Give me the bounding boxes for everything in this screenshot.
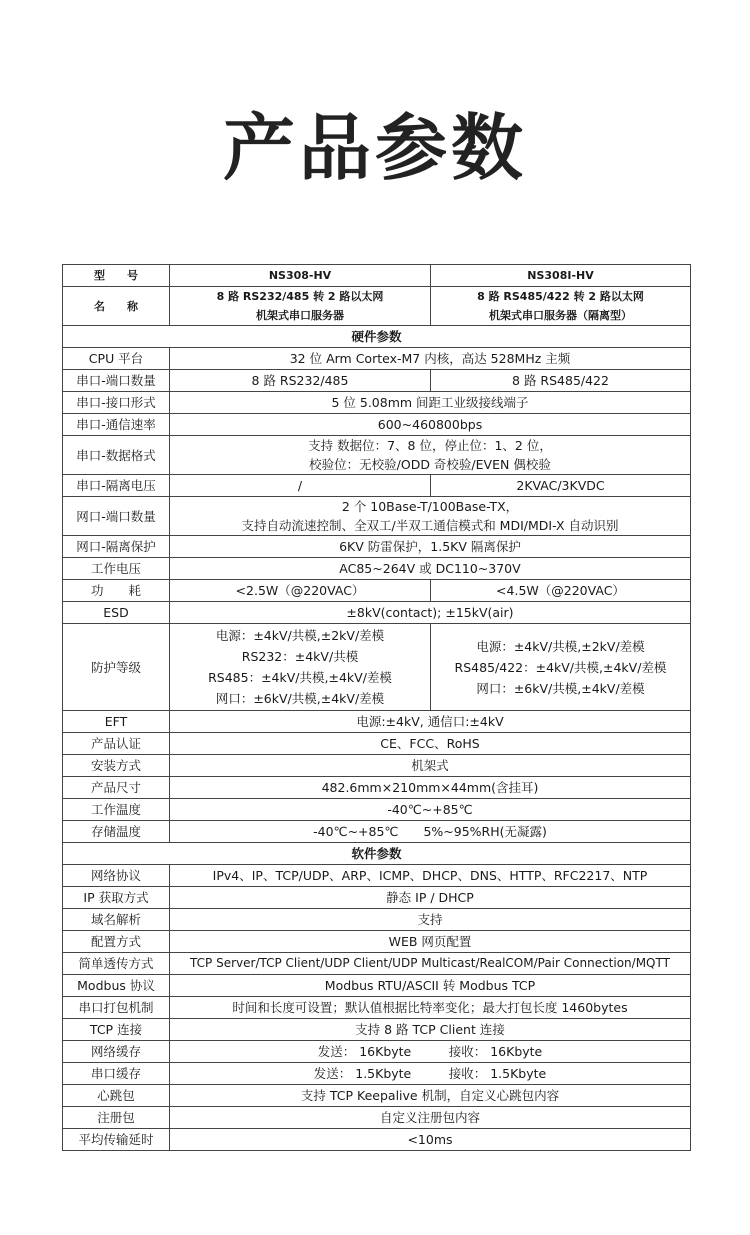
section-title: 软件参数 (63, 843, 691, 865)
row-value: 自定义注册包内容 (170, 1107, 691, 1129)
row-value-b: <4.5W（@220VAC） (431, 580, 691, 602)
table-row (63, 799, 691, 821)
row-value-a (170, 624, 431, 711)
row-value: 5 位 5.08mm 间距工业级接线端子 (170, 392, 691, 414)
row-label: 串口-隔离电压 (63, 475, 170, 497)
row-value: 600~460800bps (170, 414, 691, 436)
table-row (63, 1129, 691, 1151)
table-row (63, 975, 691, 997)
row-label: EFT (63, 711, 170, 733)
value-line: 电源：±4kV/共模,±2kV/差模 (476, 638, 645, 654)
value-line: 校验位：无校验/ODD 奇校验/EVEN 偶校验 (309, 457, 551, 472)
row-value (170, 436, 691, 475)
table-row (63, 558, 691, 580)
row-label: TCP 连接 (63, 1019, 170, 1041)
name-b (431, 287, 691, 326)
name-label: 名 称 (63, 287, 170, 326)
table-row (63, 711, 691, 733)
section-hardware (63, 326, 691, 348)
row-value: TCP Server/TCP Client/UDP Client/UDP Multicast/RealCOM/Pair Connection/MQTT (170, 953, 691, 975)
row-label: 串口缓存 (63, 1063, 170, 1085)
row-value-b: 8 路 RS485/422 (431, 370, 691, 392)
row-value: 发送： 1.5Kbyte 接收： 1.5Kbyte (170, 1063, 691, 1085)
table-row (63, 887, 691, 909)
row-value: -40℃~+85℃ 5%~95%RH(无凝露) (170, 821, 691, 843)
row-label: 串口-接口形式 (63, 392, 170, 414)
row-value: -40℃~+85℃ (170, 799, 691, 821)
value-line: 电源：±4kV/共模,±2kV/差模 (215, 628, 385, 643)
value-line: 支持 数据位：7、8 位，停止位：1、2 位， (308, 438, 552, 453)
table-row (63, 392, 691, 414)
table-row (63, 865, 691, 887)
row-label: 网络协议 (63, 865, 170, 887)
table-row (63, 602, 691, 624)
row-label: 工作温度 (63, 799, 170, 821)
table-row (63, 436, 691, 475)
table-row-model (63, 265, 691, 287)
row-value: AC85~264V 或 DC110~370V (170, 558, 691, 580)
row-value: ±8kV(contact); ±15kV(air) (170, 602, 691, 624)
row-value: Modbus RTU/ASCII 转 Modbus TCP (170, 975, 691, 997)
row-value: CE、FCC、RoHS (170, 733, 691, 755)
table-row (63, 1085, 691, 1107)
row-value: 机架式 (170, 755, 691, 777)
table-row (63, 580, 691, 602)
row-label: CPU 平台 (63, 348, 170, 370)
row-value-b: 2KVAC/3KVDC (431, 475, 691, 497)
row-value-a: <2.5W（@220VAC） (170, 580, 431, 602)
value-line: 支持自动流速控制、全双工/半双工通信模式和 MDI/MDI-X 自动识别 (241, 518, 619, 533)
row-label: 平均传输延时 (63, 1129, 170, 1151)
row-value: 时间和长度可设置；默认值根据比特率变化；最大打包长度 1460bytes (170, 997, 691, 1019)
row-label: 简单透传方式 (63, 953, 170, 975)
table-row (63, 1019, 691, 1041)
row-label: 注册包 (63, 1107, 170, 1129)
row-label: 串口-通信速率 (63, 414, 170, 436)
row-label: 配置方式 (63, 931, 170, 953)
row-value (170, 497, 691, 536)
row-value: <10ms (170, 1129, 691, 1151)
row-label: 存储温度 (63, 821, 170, 843)
table-row (63, 733, 691, 755)
table-row (63, 536, 691, 558)
name-a (170, 287, 431, 326)
row-label: 串口-端口数量 (63, 370, 170, 392)
value-line: RS485：±4kV/共模,±4kV/差模 (208, 670, 392, 685)
table-row (63, 1063, 691, 1085)
row-label: 域名解析 (63, 909, 170, 931)
name-a-line: 8 路 RS232/485 转 2 路以太网 (216, 290, 384, 303)
table-row (63, 624, 691, 711)
row-label: 心跳包 (63, 1085, 170, 1107)
row-label: Modbus 协议 (63, 975, 170, 997)
row-label: 串口打包机制 (63, 997, 170, 1019)
row-label: 网络缓存 (63, 1041, 170, 1063)
model-label: 型 号 (63, 265, 170, 287)
table-row (63, 475, 691, 497)
row-label: 产品尺寸 (63, 777, 170, 799)
table-row-name (63, 287, 691, 326)
value-line: 网口：±6kV/共模,±4kV/差模 (476, 680, 645, 696)
row-value: IPv4、IP、TCP/UDP、ARP、ICMP、DHCP、DNS、HTTP、RFC2217、NTP (170, 865, 691, 887)
row-value: WEB 网页配置 (170, 931, 691, 953)
value-line: 2 个 10Base-T/100Base-TX， (341, 499, 519, 514)
row-value: 静态 IP / DHCP (170, 887, 691, 909)
row-value: 支持 8 路 TCP Client 连接 (170, 1019, 691, 1041)
table-row (63, 909, 691, 931)
value-line: RS232：±4kV/共模 (241, 649, 359, 664)
value-line: 网口：±6kV/共模,±4kV/差模 (215, 691, 385, 706)
row-label: 安装方式 (63, 755, 170, 777)
table-row (63, 1041, 691, 1063)
table-row (63, 953, 691, 975)
row-value: 支持 TCP Keepalive 机制，自定义心跳包内容 (170, 1085, 691, 1107)
row-label: ESD (63, 602, 170, 624)
table-row (63, 414, 691, 436)
model-a: NS308-HV (170, 265, 431, 287)
row-label: 网口-端口数量 (63, 497, 170, 536)
row-value: 发送： 16Kbyte 接收： 16Kbyte (170, 1041, 691, 1063)
table-row (63, 931, 691, 953)
table-row (63, 497, 691, 536)
table-row (63, 997, 691, 1019)
table-row (63, 755, 691, 777)
table-row (63, 777, 691, 799)
name-a-line: 机架式串口服务器 (256, 309, 344, 322)
spec-table (62, 264, 691, 1151)
model-b: NS308I-HV (431, 265, 691, 287)
row-value-b (431, 624, 691, 711)
row-label: 网口-隔离保护 (63, 536, 170, 558)
row-value: 支持 (170, 909, 691, 931)
table-row (63, 821, 691, 843)
page-title: 产品参数 (222, 106, 527, 190)
section-software (63, 843, 691, 865)
row-label: 串口-数据格式 (63, 436, 170, 475)
row-value: 6KV 防雷保护，1.5KV 隔离保护 (170, 536, 691, 558)
row-label: 防护等级 (63, 624, 170, 711)
row-label: 工作电压 (63, 558, 170, 580)
software-rows (63, 865, 691, 1151)
value-line: RS485/422：±4kV/共模,±4kV/差模 (454, 659, 667, 675)
table-row (63, 1107, 691, 1129)
row-value-a: / (170, 475, 431, 497)
row-value: 32 位 Arm Cortex-M7 内核，高达 528MHz 主频 (170, 348, 691, 370)
row-label: 功 耗 (63, 580, 170, 602)
table-row (63, 348, 691, 370)
row-value: 电源:±4kV, 通信口:±4kV (170, 711, 691, 733)
row-label: 产品认证 (63, 733, 170, 755)
row-value: 482.6mm×210mm×44mm(含挂耳) (170, 777, 691, 799)
name-b-line: 8 路 RS485/422 转 2 路以太网 (477, 290, 644, 303)
row-label: IP 获取方式 (63, 887, 170, 909)
table-row (63, 370, 691, 392)
name-b-line: 机架式串口服务器（隔离型） (489, 309, 632, 322)
row-value-a: 8 路 RS232/485 (170, 370, 431, 392)
section-title: 硬件参数 (63, 326, 691, 348)
